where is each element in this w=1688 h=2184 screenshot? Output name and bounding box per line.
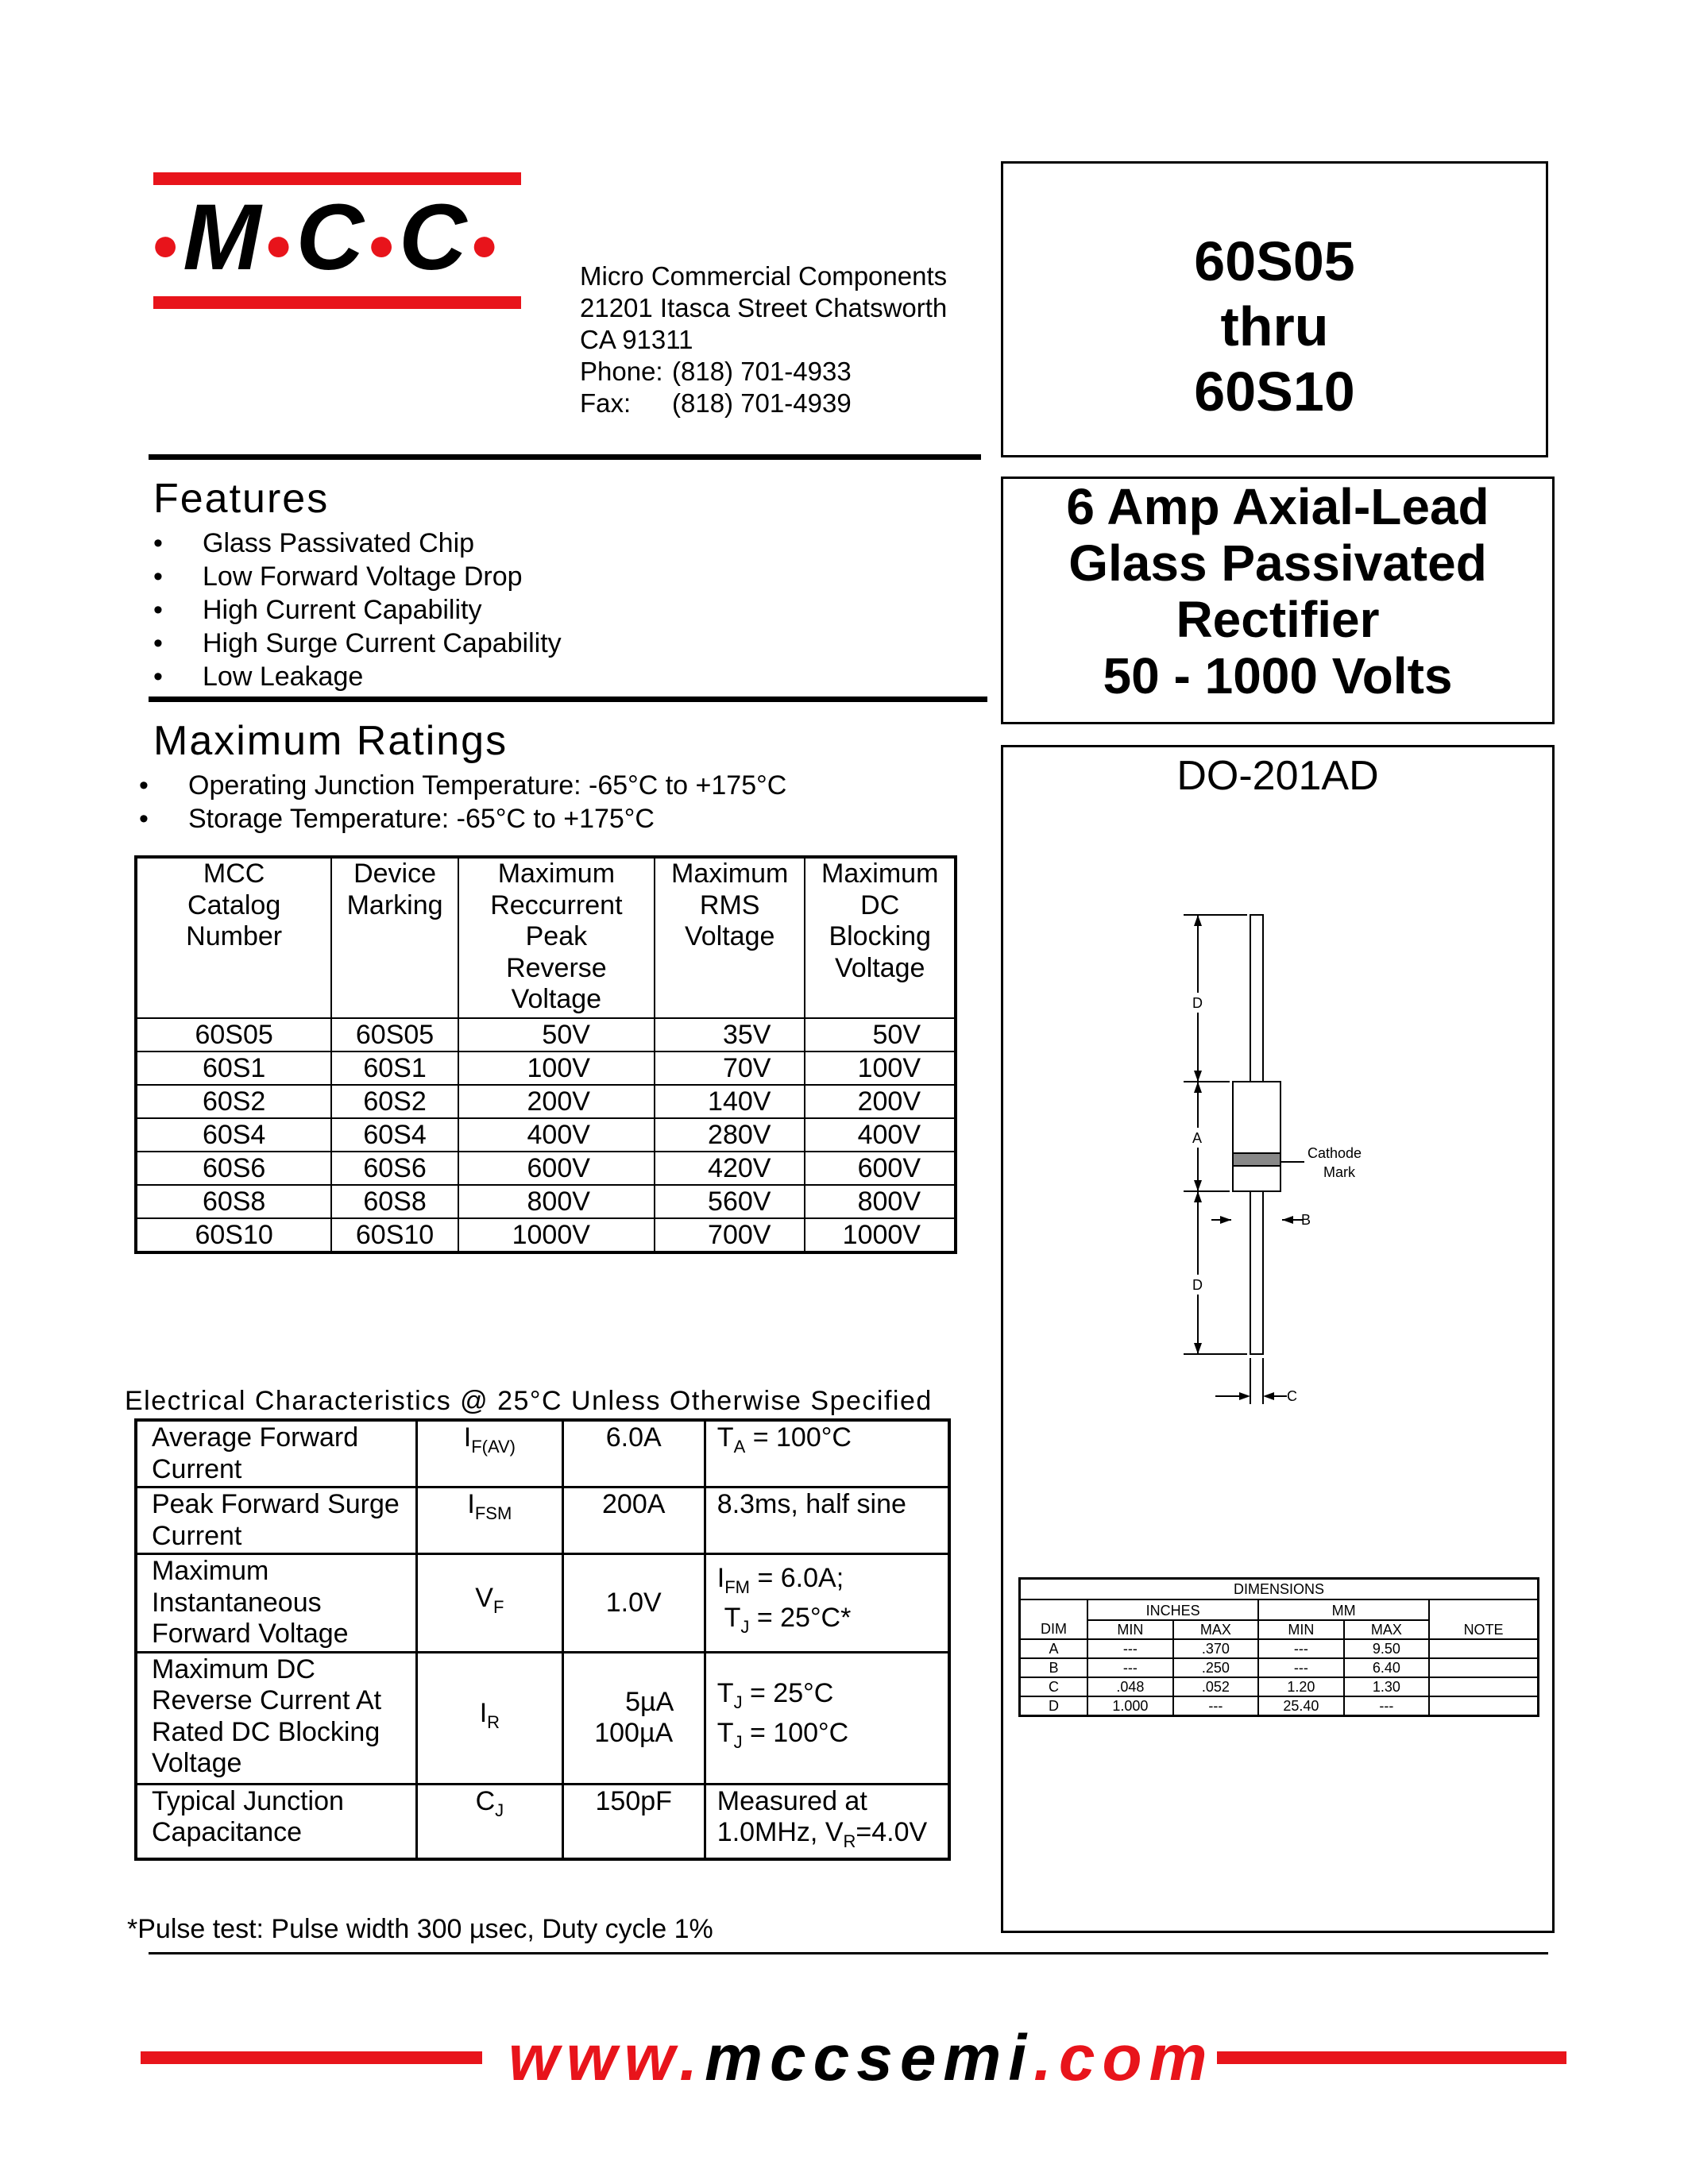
feature-item: • Glass Passivated Chip [153, 527, 562, 560]
ratings-cell: 200V [458, 1085, 655, 1118]
parameter-cell: Typical Junction Capacitance [136, 1784, 417, 1859]
website-suffix: .com [1033, 2022, 1215, 2094]
header-catalog-number: MCC Catalog Number [136, 857, 331, 1018]
condition-cell: 8.3ms, half sine [705, 1488, 949, 1554]
company-city: CA 91311 [580, 325, 693, 354]
website-link[interactable] [508, 2021, 1215, 2096]
footer-left-bar [141, 2051, 482, 2064]
condition-cell: $T_A = 100^\circ C$ [705, 1420, 949, 1488]
dimension-cell: --- [1087, 1639, 1173, 1658]
condition-cell: $T_J = 25^\circ C$ $T_J = 100^\circ C$ [705, 1652, 949, 1784]
condition-cell: $I_{FM} = 6.0A$; $T_J = 25^\circ C*$ [705, 1554, 949, 1653]
ratings-row [136, 1018, 956, 1051]
logo-top-bar [153, 172, 521, 185]
ratings-cell: 60S6 [136, 1152, 331, 1185]
ratings-cell: 60S1 [331, 1051, 458, 1085]
description-line-4: 50 - 1000 Volts [1103, 647, 1453, 704]
ratings-cell: 60S10 [136, 1218, 331, 1252]
dimensions-table [1018, 1577, 1539, 1717]
dimension-cell: .052 [1173, 1677, 1258, 1696]
ratings-cell: 60S6 [331, 1152, 458, 1185]
electrical-row [136, 1420, 949, 1488]
header-peak-reverse-voltage: Maximum Reccurrent Peak Reverse Voltage [458, 857, 655, 1018]
dimension-cell: D [1020, 1696, 1088, 1716]
dimension-cell: --- [1258, 1639, 1344, 1658]
feature-item: • Low Leakage [153, 660, 562, 693]
rating-item: • Operating Junction Temperature: -65°C to +175°C [139, 769, 786, 802]
label-d-top: D [1192, 995, 1203, 1011]
ratings-cell: 1000V [458, 1218, 655, 1252]
max-ratings-title: Maximum Ratings [153, 718, 508, 764]
dimension-cell: 1.000 [1087, 1696, 1173, 1716]
company-name: Micro Commercial Components [580, 261, 948, 291]
ratings-cell: 200V [805, 1085, 956, 1118]
parameter-cell: Peak Forward Surge Current [136, 1488, 417, 1554]
feature-item: • High Surge Current Capability [153, 627, 562, 660]
ratings-row [136, 1152, 956, 1185]
ratings-cell: 50V [805, 1018, 956, 1051]
dimension-row [1020, 1696, 1539, 1716]
ratings-cell: 35V [655, 1018, 805, 1051]
ratings-cell: 60S1 [136, 1051, 331, 1085]
header-rms-voltage: Maximum RMS Voltage [655, 857, 805, 1018]
ratings-cell: 700V [655, 1218, 805, 1252]
part-number-box [1001, 161, 1548, 457]
part-number-thru: thru [1220, 295, 1329, 357]
ratings-row [136, 1085, 956, 1118]
condition-cell: Measured at 1.0MHz, $V_R=4.0V$ [705, 1784, 949, 1859]
parameter-cell: Average Forward Current [136, 1420, 417, 1488]
package-name: DO-201AD [1176, 753, 1379, 799]
ratings-cell: 60S8 [331, 1185, 458, 1218]
company-phone: Phone: (818) 701-4933 [580, 357, 852, 386]
dimension-row [1020, 1658, 1539, 1677]
description-line-1: 6 Amp Axial-Lead [1066, 478, 1489, 535]
pulse-footnote: *Pulse test: Pulse width 300 µsec, Duty cycle 1% [127, 1914, 713, 1944]
footer-divider [149, 1952, 1548, 1954]
ratings-row [136, 1051, 956, 1085]
features-list [153, 527, 562, 693]
feature-item: • High Current Capability [153, 593, 562, 627]
dimension-cell: .370 [1173, 1639, 1258, 1658]
ratings-cell: 420V [655, 1152, 805, 1185]
ratings-cell: 70V [655, 1051, 805, 1085]
bottom-lead [1250, 1191, 1263, 1354]
label-a: A [1192, 1130, 1203, 1146]
symbol-cell: $I_{F(AV)}$ [417, 1420, 563, 1488]
part-number-start: 60S05 [1194, 230, 1355, 292]
ratings-cell: 400V [805, 1118, 956, 1152]
value-cell: 1.0V [562, 1554, 705, 1653]
dimension-cell [1429, 1639, 1538, 1658]
dimension-cell [1429, 1677, 1538, 1696]
ratings-cell: 60S8 [136, 1185, 331, 1218]
parameter-cell: Maximum Instantaneous Forward Voltage [136, 1554, 417, 1653]
dimension-row [1020, 1677, 1539, 1696]
electrical-row [136, 1652, 949, 1784]
electrical-row [136, 1488, 949, 1554]
dim-header: MAX [1173, 1620, 1258, 1639]
dimension-cell: --- [1258, 1658, 1344, 1677]
dimension-cell: 6.40 [1344, 1658, 1429, 1677]
ratings-cell: 1000V [805, 1218, 956, 1252]
dimension-cell: --- [1344, 1696, 1429, 1716]
package-outline-drawing [1168, 905, 1374, 1414]
ratings-header-row [136, 857, 956, 1018]
symbol-cell: $V_F$ [417, 1554, 563, 1653]
ratings-cell: 60S05 [331, 1018, 458, 1051]
dimension-cell: C [1020, 1677, 1088, 1696]
rating-item: • Storage Temperature: -65°C to +175°C [139, 802, 786, 835]
dimension-cell: --- [1087, 1658, 1173, 1677]
dim-note-header: NOTE [1429, 1599, 1538, 1639]
dimension-cell: 1.20 [1258, 1677, 1344, 1696]
symbol-cell: $I_R$ [417, 1652, 563, 1784]
dimension-cell [1429, 1696, 1538, 1716]
features-title: Features [153, 476, 330, 522]
max-ratings-list [139, 769, 786, 835]
ratings-cell: 400V [458, 1118, 655, 1152]
ratings-row [136, 1118, 956, 1152]
dim-header: MIN [1258, 1620, 1344, 1639]
website-prefix: www. [508, 2022, 705, 2094]
dimensions-title: DIMENSIONS [1020, 1579, 1539, 1599]
label-b: B [1301, 1212, 1311, 1228]
symbol-cell: $C_J$ [417, 1784, 563, 1859]
label-cathode: Cathode [1308, 1145, 1362, 1161]
dimension-cell: 1.30 [1344, 1677, 1429, 1696]
ratings-cell: 560V [655, 1185, 805, 1218]
dim-mm-header: MM [1258, 1599, 1429, 1620]
dimension-cell [1429, 1658, 1538, 1677]
dimension-cell: B [1020, 1658, 1088, 1677]
ratings-cell: 600V [805, 1152, 956, 1185]
ratings-cell: 60S4 [331, 1118, 458, 1152]
ratings-cell: 800V [805, 1185, 956, 1218]
dimension-cell: .048 [1087, 1677, 1173, 1696]
ratings-cell: 60S10 [331, 1218, 458, 1252]
top-lead [1250, 915, 1263, 1082]
dim-inches-header: INCHES [1087, 1599, 1258, 1620]
label-d-bottom: D [1192, 1277, 1203, 1293]
header-dc-blocking-voltage: Maximum DC Blocking Voltage [805, 857, 956, 1018]
ratings-cell: 600V [458, 1152, 655, 1185]
ratings-cell: 60S4 [136, 1118, 331, 1152]
ratings-cell: 60S2 [331, 1085, 458, 1118]
dimension-cell: 9.50 [1344, 1639, 1429, 1658]
value-cell: 5µA 100µA [562, 1652, 705, 1784]
logo-bottom-bar [153, 296, 521, 309]
ratings-cell: 50V [458, 1018, 655, 1051]
dimension-cell: .250 [1173, 1658, 1258, 1677]
ratings-cell: 60S2 [136, 1085, 331, 1118]
features-divider [149, 696, 987, 702]
description-line-2: Glass Passivated [1068, 534, 1487, 592]
dim-header: MIN [1087, 1620, 1173, 1639]
footer-right-bar [1217, 2051, 1566, 2064]
dimension-cell: 25.40 [1258, 1696, 1344, 1716]
cathode-band [1233, 1153, 1280, 1166]
header-device-marking: Device Marking [331, 857, 458, 1018]
ratings-cell: 140V [655, 1085, 805, 1118]
ratings-cell: 100V [805, 1051, 956, 1085]
ratings-cell: 280V [655, 1118, 805, 1152]
ratings-row [136, 1218, 956, 1252]
company-address [580, 260, 947, 419]
header-divider [149, 454, 981, 460]
dim-header: DIM [1020, 1620, 1088, 1639]
symbol-cell: $I_{FSM}$ [417, 1488, 563, 1554]
value-cell: 6.0A [562, 1420, 705, 1488]
value-cell: 150pF [562, 1784, 705, 1859]
ratings-row [136, 1185, 956, 1218]
electrical-row [136, 1784, 949, 1859]
website-domain: mccsemi [705, 2022, 1034, 2094]
electrical-table [134, 1418, 951, 1861]
company-fax: Fax: (818) 701-4939 [580, 388, 852, 418]
label-cathode-mark: Mark [1323, 1164, 1355, 1180]
diode-body [1233, 1082, 1280, 1191]
electrical-row [136, 1554, 949, 1653]
company-street: 21201 Itasca Street Chatsworth [580, 293, 948, 322]
dimension-cell: A [1020, 1639, 1088, 1658]
ratings-table [134, 855, 957, 1254]
part-number-end: 60S10 [1194, 361, 1355, 423]
ratings-cell: 100V [458, 1051, 655, 1085]
mcc-logo: ●M●C●C● [151, 185, 502, 290]
description-line-3: Rectifier [1176, 591, 1380, 648]
electrical-title: Electrical Characteristics @ 25°C Unless Otherwise Specified [125, 1386, 933, 1416]
dim-header: MAX [1344, 1620, 1429, 1639]
ratings-cell: 800V [458, 1185, 655, 1218]
parameter-cell: Maximum DC Reverse Current At Rated DC Blocking Voltage [136, 1652, 417, 1784]
label-c: C [1287, 1388, 1297, 1404]
description-box [1001, 477, 1555, 724]
dimension-row [1020, 1639, 1539, 1658]
feature-item: • Low Forward Voltage Drop [153, 560, 562, 593]
value-cell: 200A [562, 1488, 705, 1554]
ratings-cell: 60S05 [136, 1018, 331, 1051]
dimension-cell: --- [1173, 1696, 1258, 1716]
